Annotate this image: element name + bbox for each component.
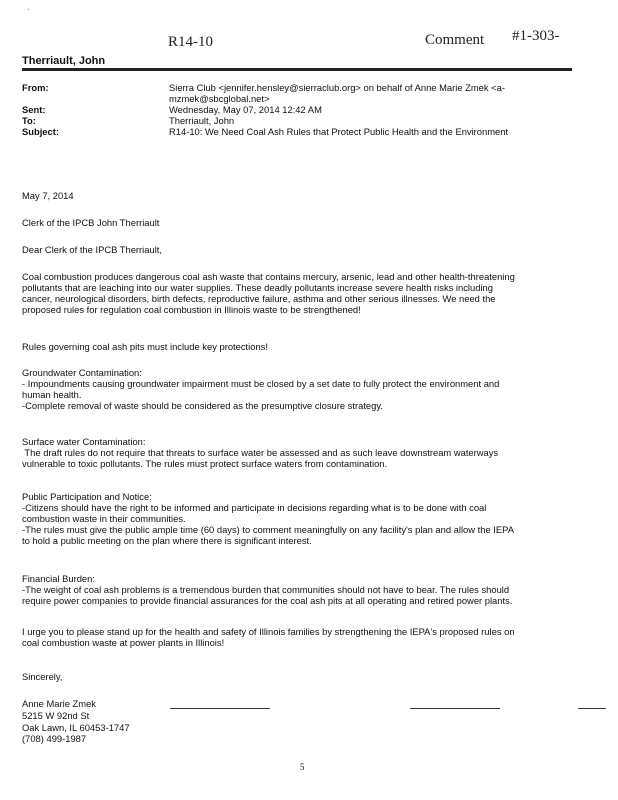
text-line: pollutants that are leaching into our water supplies. These deadly pollutants increase severe health risks including [22, 282, 493, 293]
financial-section [22, 573, 594, 606]
docket-number: R14-10 [168, 34, 213, 50]
participation-section [22, 491, 594, 546]
email-meta [22, 82, 582, 137]
section-heading: Groundwater Contamination: [22, 367, 142, 378]
signature-line [170, 708, 270, 709]
text-line: -Citizens should have the right to be informed and participate in decisions regarding what is to be done with coal [22, 502, 487, 513]
meta-row-from [22, 82, 582, 93]
meta-label: From: [22, 82, 49, 93]
text-line: vulnerable to toxic pollutants. The rules must protect surface waters from contamination. [22, 458, 388, 469]
text-line: human health. [22, 389, 82, 400]
text-line: proposed rules for regulation coal combustion in Illinois waste to be strengthened! [22, 304, 361, 315]
comment-number: #1-303- [512, 28, 560, 44]
text-line: - Impoundments causing groundwater impairment must be closed by a set date to fully protect the environment and [22, 378, 500, 389]
meta-row-from-cont [22, 93, 582, 104]
meta-value: R14-10: We Need Coal Ash Rules that Protect Public Health and the Environment [169, 126, 509, 137]
scan-mark: ` [27, 8, 30, 17]
signature-line [410, 708, 500, 709]
text-line: The draft rules do not require that threats to surface water be assessed and as such leave downstream waterways [22, 447, 499, 458]
meta-row-subject [22, 126, 582, 137]
letter-date: May 7, 2014 [22, 190, 74, 201]
meta-label: Sent: [22, 104, 46, 115]
text-line: cancer, neurological disorders, birth defects, reproductive failure, asthma and other serious illnesses. We need the [22, 293, 496, 304]
page-number: 5 [300, 762, 305, 772]
text-line: require power companies to provide financial assurances for the coal ash pits at all operating and retired power plants. [22, 595, 513, 606]
signer-street: 5215 W 92nd St [22, 709, 90, 721]
meta-row-sent [22, 104, 582, 115]
sign-off: Sincerely, [22, 671, 63, 682]
letter-salutation: Dear Clerk of the IPCB Therriault, [22, 244, 162, 255]
section-heading: Surface water Contamination: [22, 436, 146, 447]
text-line: coal combustion waste at power plants in Illinois! [22, 637, 225, 648]
text-line: to hold a public meeting on the plan where there is significant interest. [22, 535, 312, 546]
letter-recipient: Clerk of the IPCB John Therriault [22, 217, 160, 228]
section-heading: Financial Burden: [22, 573, 95, 584]
surface-water-section [22, 436, 594, 469]
signature-block [22, 698, 130, 745]
text-line: -The weight of coal ash problems is a tremendous burden that communities should not have to bear. The rules should [22, 584, 510, 595]
signature-line [578, 708, 606, 709]
header-divider [22, 68, 572, 71]
section-heading: Public Participation and Notice: [22, 491, 152, 502]
text-line: I urge you to please stand up for the health and safety of Illinois families by strengthening the IEPA's proposed rules on [22, 626, 515, 637]
meta-row-to [22, 115, 582, 126]
intro-paragraph [22, 271, 594, 315]
meta-value: Wednesday, May 07, 2014 12:42 AM [169, 104, 322, 115]
text-line: Coal combustion produces dangerous coal ash waste that contains mercury, arsenic, lead and other health-threatening [22, 271, 515, 282]
meta-value: Therriault, John [169, 115, 235, 126]
signer-phone: (708) 499-1987 [22, 733, 87, 745]
signer-city: Oak Lawn, IL 60453-1747 [22, 721, 130, 733]
closing-paragraph [22, 626, 594, 648]
rules-line: Rules governing coal ash pits must include key protections! [22, 341, 268, 352]
comment-label: Comment [425, 32, 485, 48]
meta-value: Sierra Club <jennifer.hensley@sierraclub.org> on behalf of Anne Marie Zmek <a- [169, 82, 505, 93]
meta-value: mzmek@sbcglobal.net> [169, 93, 270, 104]
meta-label [22, 93, 169, 104]
text-line: -Complete removal of waste should be considered as the presumptive closure strategy. [22, 400, 383, 411]
text-line: combustion waste in their communities. [22, 513, 186, 524]
signer-name: Anne Marie Zmek [22, 698, 96, 709]
meta-label: Subject: [22, 126, 59, 137]
sender-name: Therriault, John [22, 55, 106, 67]
text-line: -The rules must give the public ample time (60 days) to comment meaningfully on any facility's plan and allow the IEPA [22, 524, 514, 535]
meta-label: To: [22, 115, 36, 126]
groundwater-section [22, 367, 594, 411]
